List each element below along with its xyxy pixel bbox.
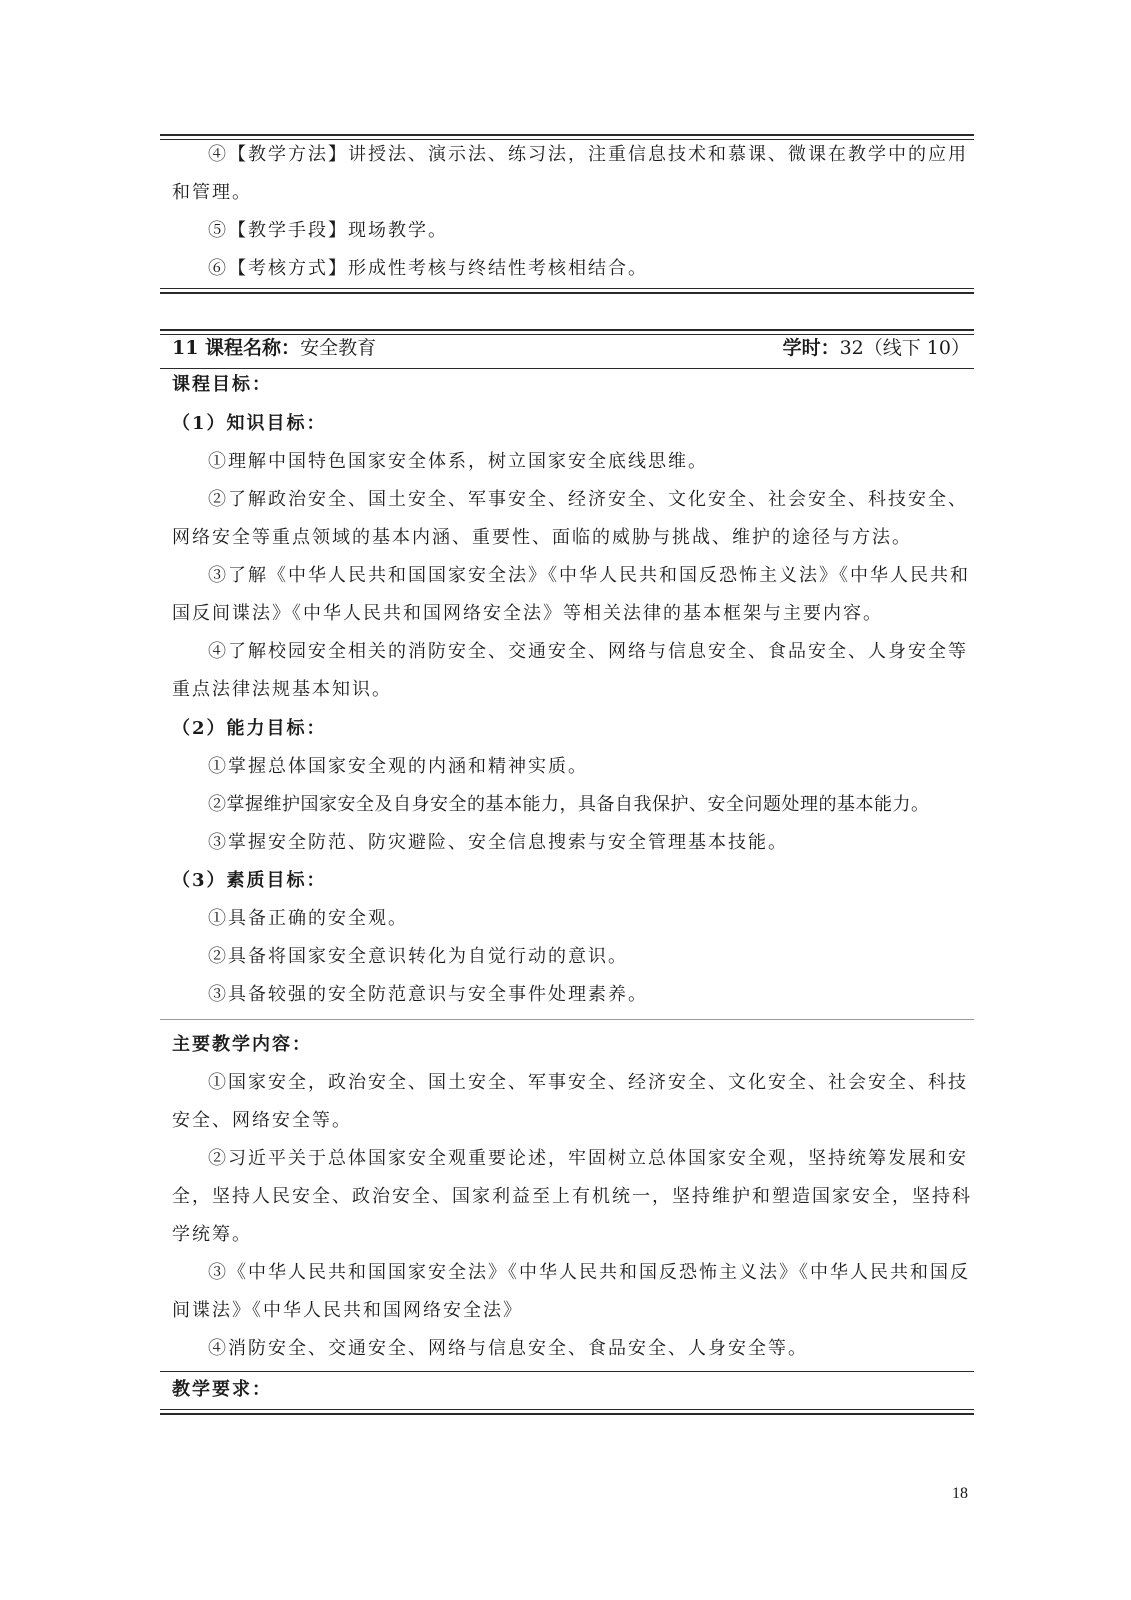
quality-item: ①具备正确的安全观。 — [208, 908, 408, 929]
content-heading: 主要教学内容： — [172, 1034, 312, 1055]
bottom-border — [160, 1413, 974, 1415]
knowledge-item: ④了解校园安全相关的消防安全、交通安全、网络与信息安全、食品安全、人身安全等重点法律法规基本知识。 — [172, 641, 968, 700]
content-item: ③《中华人民共和国国家安全法》《中华人民共和国反恐怖主义法》《中华人民共和国反间谍法》《中华人民共和国网络安全法》 — [172, 1262, 970, 1321]
page-number: 18 — [952, 1485, 968, 1502]
quality-heading: （3）素质目标： — [172, 870, 327, 891]
content-item: ④消防安全、交通安全、网络与信息安全、食品安全、人身安全等。 — [208, 1338, 808, 1359]
ability-item: ②掌握维护国家安全及自身安全的基本能力，具备自我保护、安全问题处理的基本能力。 — [208, 794, 930, 815]
ability-item: ③掌握安全防范、防灾避险、安全信息搜索与安全管理基本技能。 — [208, 832, 788, 853]
previous-course-tail — [160, 130, 974, 300]
objectives-divider — [160, 1019, 974, 1020]
content-item: ②习近平关于总体国家安全观重要论述，牢固树立总体国家安全观，坚持统筹发展和安全，坚持人民安全、政治安全、国家利益至上有机统一，坚持维护和塑造国家安全，坚持科学统筹。 — [172, 1148, 972, 1245]
section-bottom-border — [160, 288, 974, 289]
content-item: ①国家安全，政治安全、国土安全、军事安全、经济安全、文化安全、社会安全、科技安全、网络安全等。 — [172, 1072, 968, 1131]
course-hours: 学时：32（线下 10） — [782, 337, 970, 359]
knowledge-item: ①理解中国特色国家安全体系，树立国家安全底线思维。 — [208, 451, 708, 472]
knowledge-heading: （1）知识目标： — [172, 413, 327, 434]
assessment-text: ⑥【考核方式】形成性考核与终结性考核相结合。 — [208, 258, 648, 279]
ability-item: ①掌握总体国家安全观的内涵和精神实质。 — [208, 756, 588, 777]
course-top-border — [160, 329, 974, 331]
knowledge-item: ②了解政治安全、国土安全、军事安全、经济安全、文化安全、社会安全、科技安全、网络安全等重点领域的基本内涵、重要性、面临的威胁与挑战、维护的途径与方法。 — [172, 489, 968, 548]
teaching-method-text: ④【教学方法】讲授法、演示法、练习法，注重信息技术和慕课、微课在教学中的应用和管理。 — [172, 144, 968, 203]
course-block — [160, 325, 974, 1425]
course-title: 11 课程名称：安全教育 — [172, 337, 377, 359]
requirements-heading: 教学要求： — [172, 1379, 272, 1400]
teaching-means-text: ⑤【教学手段】现场教学。 — [208, 220, 448, 241]
quality-item: ②具备将国家安全意识转化为自觉行动的意识。 — [208, 946, 628, 967]
ability-heading: （2）能力目标： — [172, 718, 327, 739]
objectives-heading: 课程目标： — [172, 374, 272, 395]
quality-item: ③具备较强的安全防范意识与安全事件处理素养。 — [208, 984, 648, 1005]
course-header — [172, 333, 970, 363]
knowledge-item: ③了解《中华人民共和国国家安全法》《中华人民共和国反恐怖主义法》《中华人民共和国反间谍法》《中华人民共和国网络安全法》等相关法律的基本框架与主要内容。 — [172, 565, 970, 624]
bottom-border-inner — [160, 1409, 974, 1410]
section-bottom-border-outer — [160, 292, 974, 294]
